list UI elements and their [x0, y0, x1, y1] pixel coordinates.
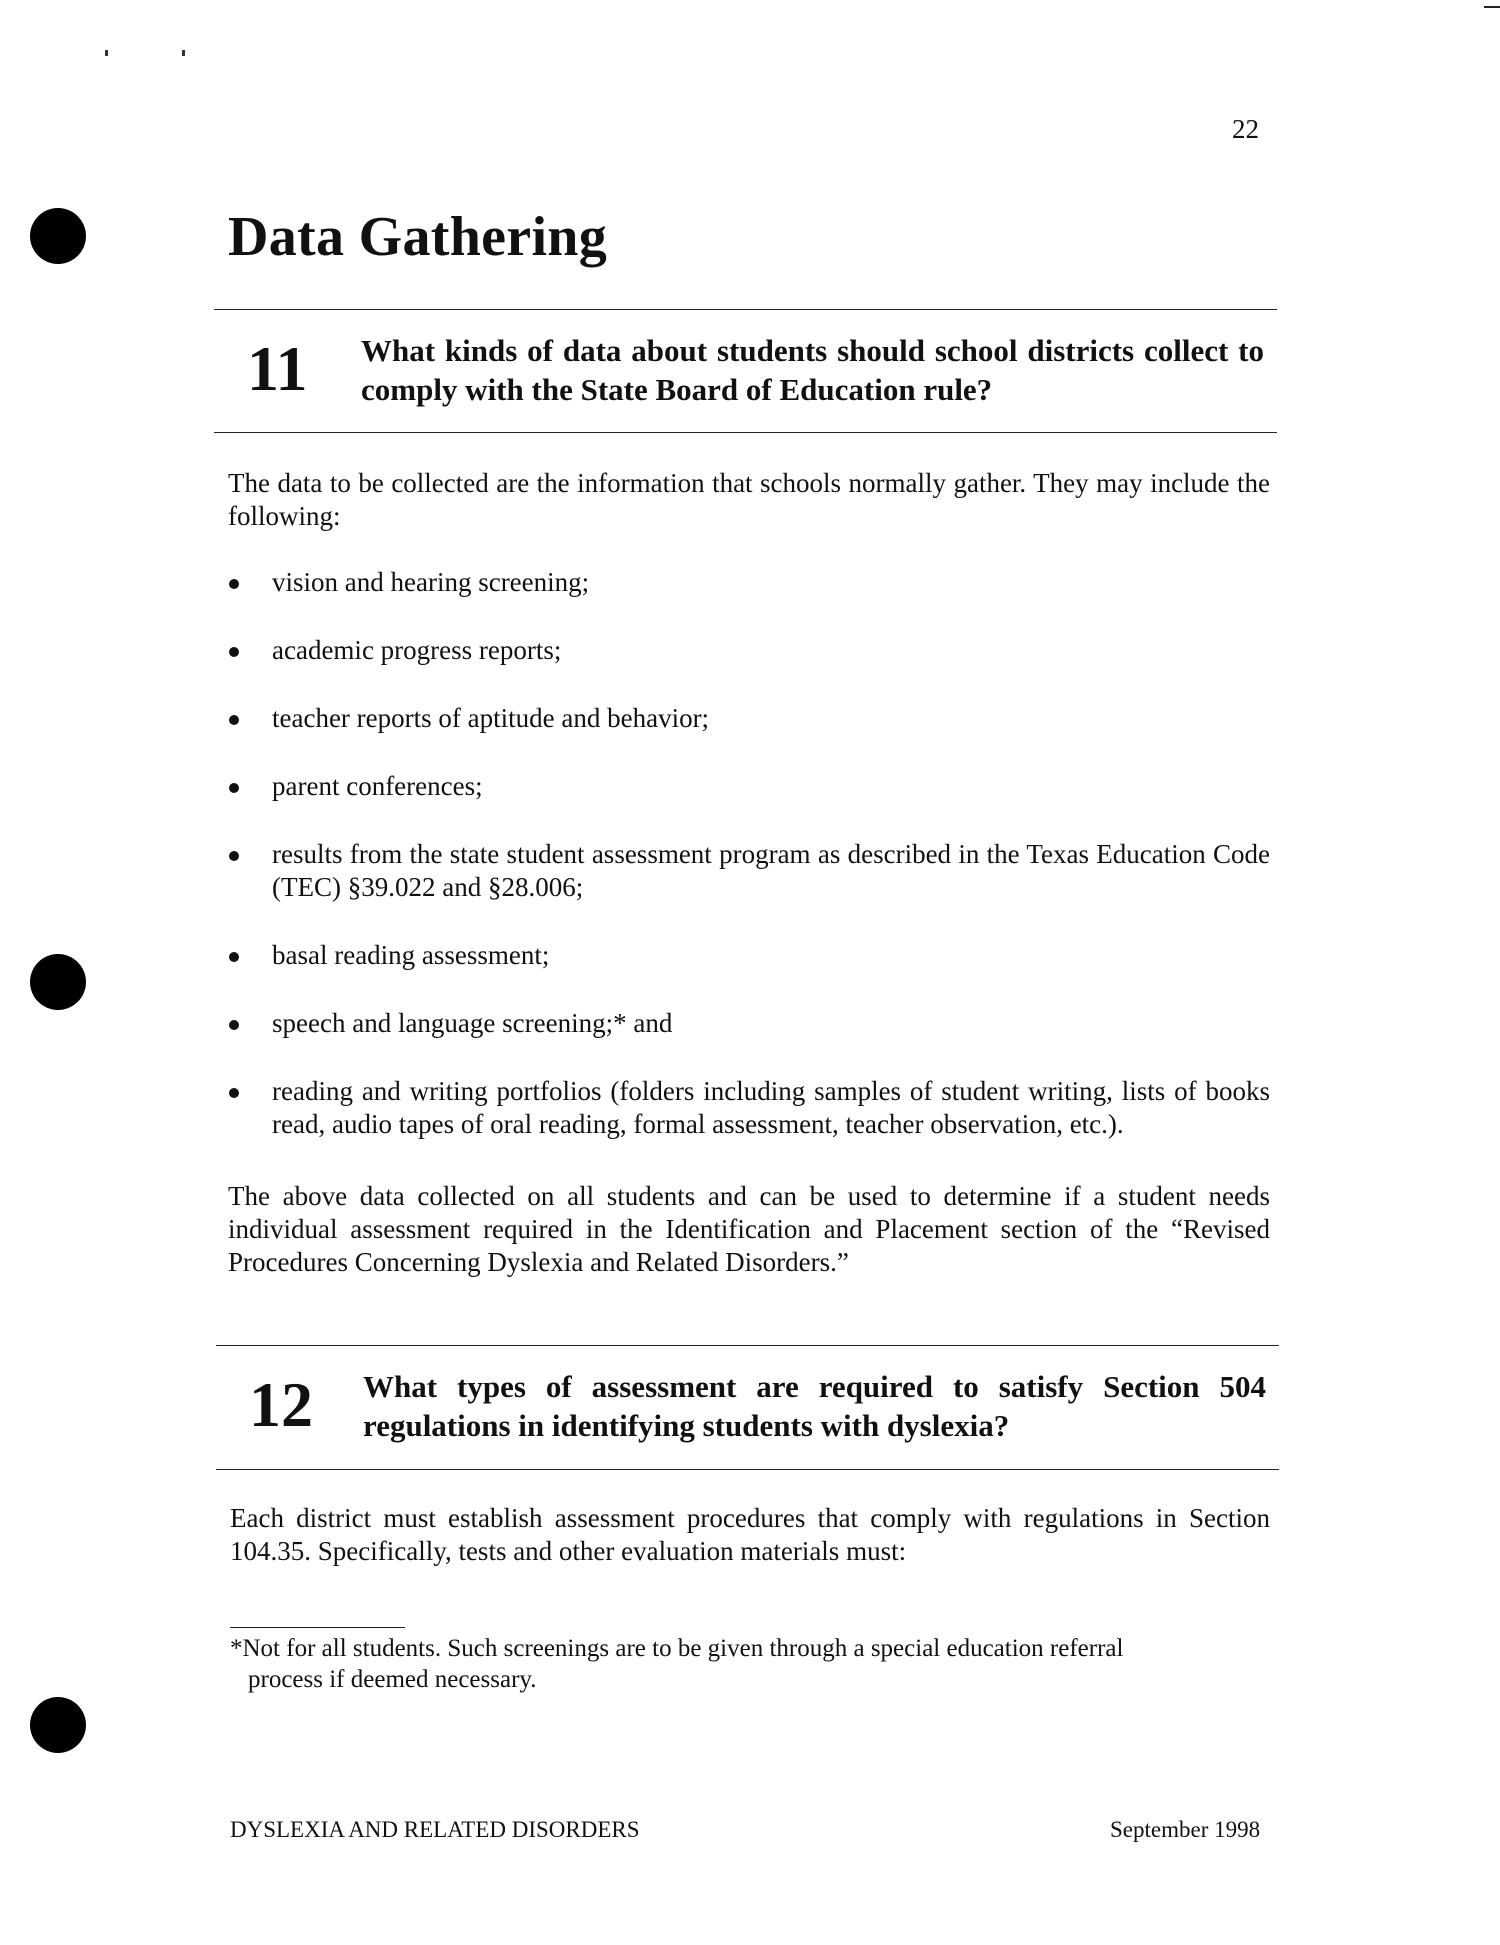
footnote-rule	[230, 1627, 405, 1628]
question-11-intro: The data to be collected are the information that schools normally gather. They may include the following:	[228, 468, 1270, 531]
scan-speck	[182, 50, 185, 56]
question-11-text: What kinds of data about students should school districts collect to comply with the State Board of Education rule?	[361, 333, 1264, 407]
bullet-dot-icon	[229, 851, 239, 861]
list-item-text: parent conferences;	[272, 771, 483, 801]
question-12-text: What types of assessment are required to satisfy Section 504 regulations in identifying students with dyslexia?	[363, 1369, 1266, 1443]
bullet-dot-icon	[229, 952, 239, 962]
scan-corner-mark	[1484, 6, 1500, 8]
question-12-top-rule	[216, 1345, 1279, 1346]
question-11-number: 11	[247, 333, 308, 404]
question-11-top-rule	[214, 309, 1277, 310]
list-item	[228, 770, 1270, 803]
footnote-line-1: *Not for all students. Such screenings are to be given through a special education referral	[230, 1635, 1124, 1662]
footer-title: DYSLEXIA AND RELATED DISORDERS	[230, 1817, 640, 1842]
list-item-text: teacher reports of aptitude and behavior;	[272, 703, 710, 733]
footer-date: September 1998	[1110, 1817, 1261, 1842]
punch-hole-bottom	[30, 1697, 86, 1753]
list-item-text: vision and hearing screening;	[272, 567, 590, 597]
list-item-text: results from the state student assessment program as described in the Texas Education Code (TEC) §39.022 and §28.006;	[272, 839, 1270, 902]
bullet-dot-icon	[229, 1020, 239, 1030]
punch-hole-middle	[30, 954, 86, 1010]
list-item	[228, 1007, 1270, 1040]
list-item-text: academic progress reports;	[272, 635, 562, 665]
question-12-bottom-rule	[216, 1469, 1279, 1470]
question-12-number: 12	[249, 1369, 313, 1440]
question-12-answer: Each district must establish assessment procedures that comply with regulations in Section 104.35. Specifically, tests and other evaluation materials must:	[230, 1503, 1270, 1566]
list-item	[228, 634, 1270, 667]
bullet-dot-icon	[229, 647, 239, 657]
bullet-dot-icon	[229, 1088, 239, 1098]
list-item-text: reading and writing portfolios (folders including samples of student writing, lists of books read, audio tapes of oral reading, formal assessment, teacher observation, etc.).	[272, 1076, 1270, 1139]
section-title: Data Gathering	[228, 206, 608, 268]
data-types-list	[228, 566, 1270, 1176]
list-item	[228, 1075, 1270, 1141]
punch-hole-top	[30, 208, 86, 264]
bullet-dot-icon	[229, 715, 239, 725]
question-11-conclusion: The above data collected on all students and can be used to determine if a student needs individual assessment required in the Identification and Placement section of the “Revised Procedures Concerning Dyslexia and Related Disorders.”	[228, 1181, 1270, 1277]
footnote-line-2: process if deemed necessary.	[248, 1666, 537, 1693]
list-item	[228, 838, 1270, 904]
list-item	[228, 702, 1270, 735]
page-number: 22	[1232, 114, 1259, 144]
list-item-text: speech and language screening;* and	[272, 1008, 673, 1038]
scan-speck	[105, 50, 108, 56]
bullet-dot-icon	[229, 579, 239, 589]
list-item	[228, 939, 1270, 972]
bullet-dot-icon	[229, 783, 239, 793]
question-11-bottom-rule	[214, 432, 1277, 433]
list-item-text: basal reading assessment;	[272, 940, 550, 970]
footnote	[230, 1633, 1270, 1695]
list-item	[228, 566, 1270, 599]
